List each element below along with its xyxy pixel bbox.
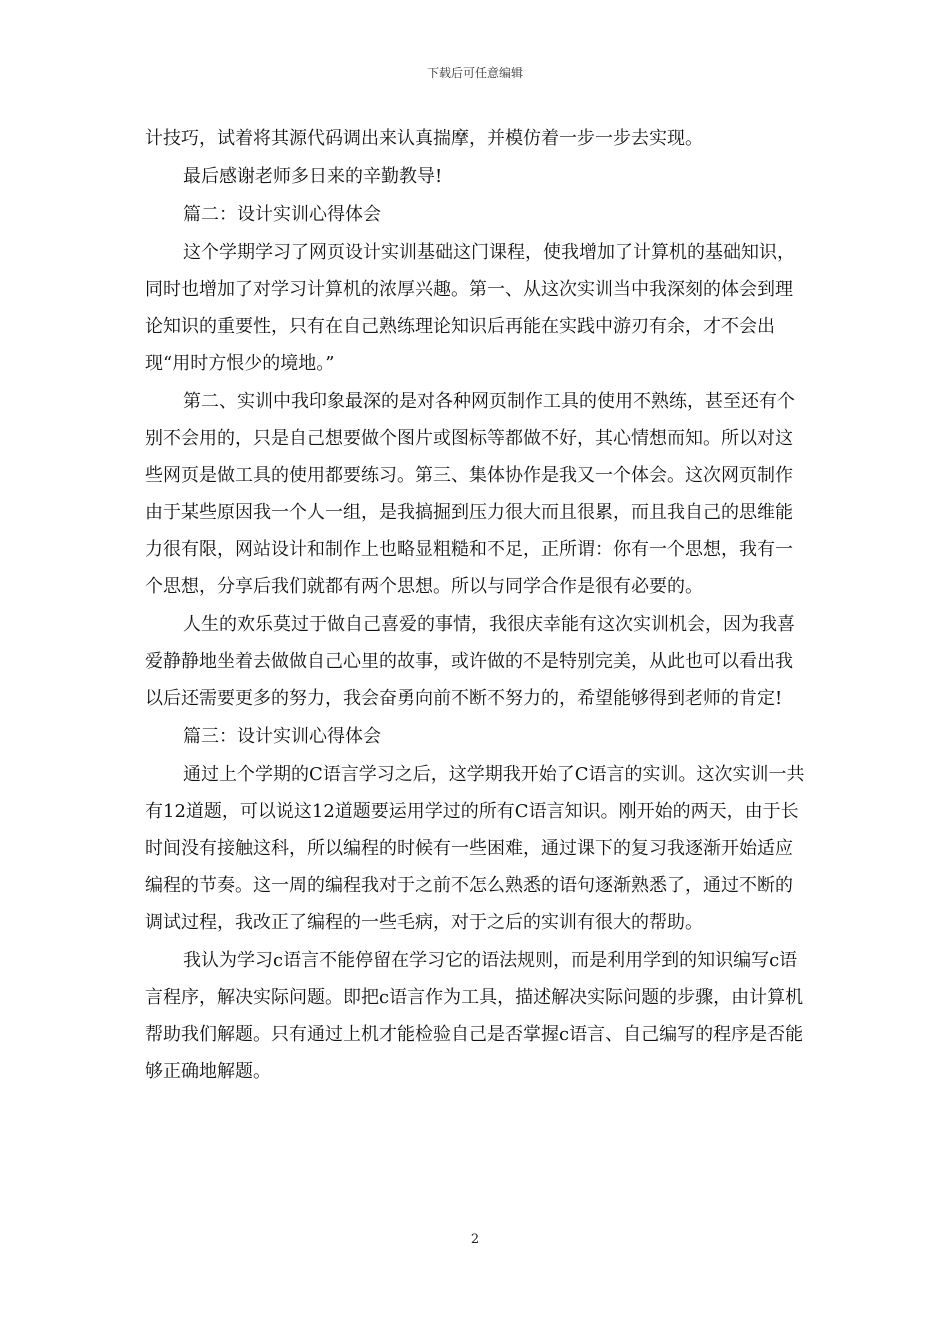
page-number: 2 <box>470 1232 480 1247</box>
paragraph: 人生的欢乐莫过于做自己喜爱的事情，我很庆幸能有这次实训机会，因为我喜爱静静地坐着去做做自己心里的故事，或许做的不是特别完美，从此也可以看出我以后还需要更多的努力，我会奋勇向前不断不努力的，希望能够得到老师的肯定! <box>145 614 795 709</box>
page-header: 下载后可任意编辑 <box>426 66 523 80</box>
paragraph: 这个学期学习了网页设计实训基础这门课程，使我增加了计算机的基础知识，同时也增加了对学习计算机的浓厚兴趣。第一、从这次实训当中我深刻的体会到理论知识的重要性，只有在自己熟练理论知识后再能在实践中游刃有余，才不会出现“用时方恨少的境地。” <box>145 242 795 374</box>
section-heading-part3: 篇三：设计实训心得体会 <box>183 726 381 747</box>
paragraph-thanks: 最后感谢老师多日来的辛勤教导! <box>183 166 443 187</box>
document-body <box>145 120 810 1090</box>
section-heading-part2: 篇二：设计实训心得体会 <box>183 204 381 225</box>
paragraph-continuation: 计技巧，试着将其源代码调出来认真揣摩，并模仿着一步一步去实现。 <box>145 128 703 149</box>
paragraph: 通过上个学期的C语言学习之后，这学期我开始了C语言的实训。这次实训一共有12道题，可以说这12道题要运用学过的所有C语言知识。刚开始的两天，由于长时间没有接触这科，所以编程的时候有一些困难，通过课下的复习我逐渐开始适应编程的节奏。这一周的编程我对于之前不怎么熟悉的语句逐渐熟悉了，通过不断的调试过程，我改正了编程的一些毛病，对于之后的实训有很大的帮助。 <box>145 764 805 933</box>
paragraph: 我认为学习c语言不能停留在学习它的语法规则，而是利用学到的知识编写c语言程序，解决实际问题。即把c语言作为工具，描述解决实际问题的步骤，由计算机帮助我们解题。只有通过上机才能检验自己是否掌握c语言、自己编写的程序是否能够正确地解题。 <box>145 950 804 1082</box>
paragraph: 第二、实训中我印象最深的是对各种网页制作工具的使用不熟练，甚至还有个别不会用的，只是自己想要做个图片或图标等都做不好，其心情想而知。所以对这些网页是做工具的使用都要练习。第三、集体协作是我又一个体会。这次网页制作由于某些原因我一个人一组，是我搞掘到压力很大而且很累，而且我自己的思维能力很有限，网站设计和制作上也略显粗糙和不足，正所谓：你有一个思想，我有一个思想，分享后我们就都有两个思想。所以与同学合作是很有必要的。 <box>145 391 795 597</box>
